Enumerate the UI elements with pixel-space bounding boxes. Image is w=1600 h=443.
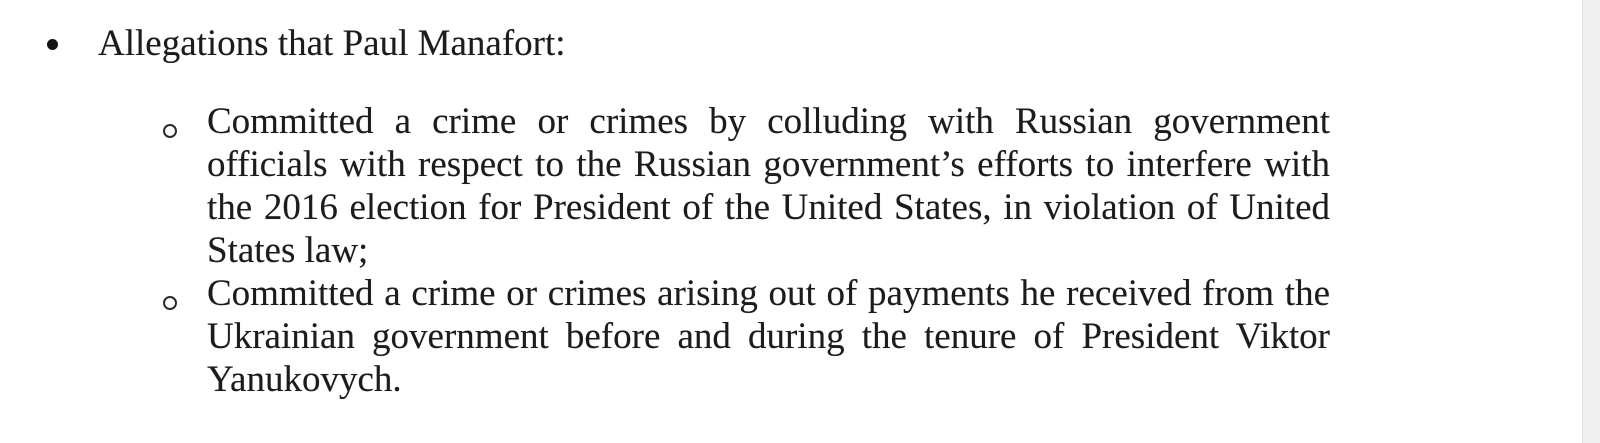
text-line: States law; <box>207 230 369 271</box>
sub-bullet-item <box>163 272 1330 401</box>
circle-bullet-icon <box>163 124 177 138</box>
solid-bullet-icon <box>47 39 58 50</box>
page-edge-strip <box>1582 0 1600 443</box>
sub-bullet-text <box>207 272 1330 401</box>
text-line: Committed a crime or crimes arising out of payments he received from the <box>207 273 1330 314</box>
sub-bullet-list <box>163 100 1330 401</box>
text-line: Committed a crime or crimes by colluding with Russian government <box>207 101 1330 142</box>
text-line: Ukrainian government before and during the tenure of President Viktor <box>207 316 1330 357</box>
text-line: officials with respect to the Russian government’s efforts to interfere with <box>207 144 1330 185</box>
text-line: Yanukovych. <box>207 359 402 400</box>
sub-bullet-item <box>163 100 1330 272</box>
circle-bullet-icon <box>163 296 177 310</box>
sub-bullet-text <box>207 100 1330 272</box>
main-bullet-text: Allegations that Paul Manafort: <box>98 23 566 64</box>
text-line: the 2016 election for President of the United States, in violation of United <box>207 187 1330 228</box>
